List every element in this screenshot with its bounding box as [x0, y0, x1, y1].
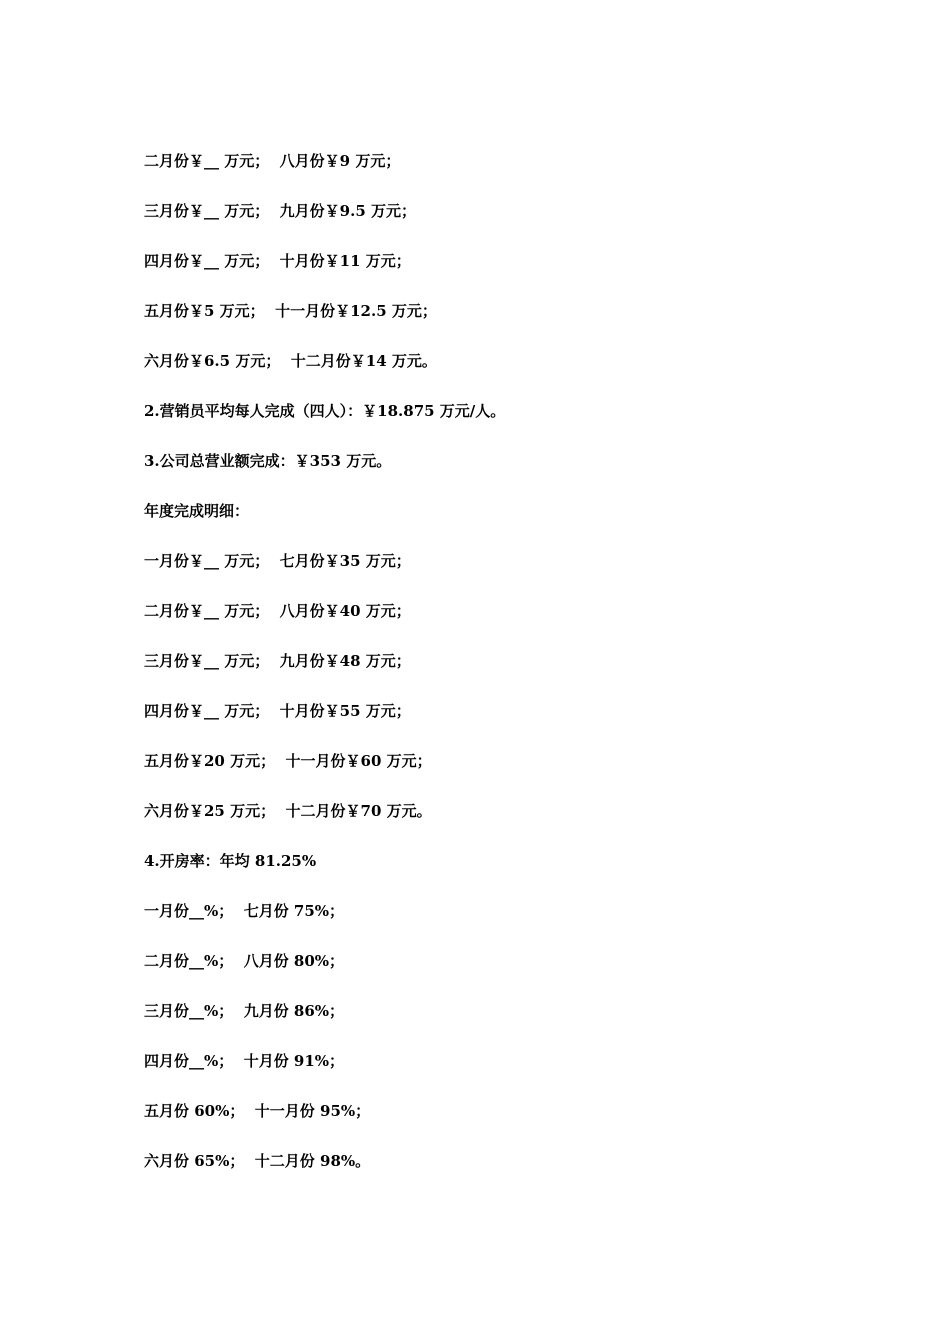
text-line-may-nov-occupancy: 五月份 60%； 十一月份 95%； — [144, 1102, 371, 1120]
text-line-may-nov-revenue: 五月份￥20 万元； 十一月份￥60 万元； — [144, 752, 432, 770]
text-line-apr-oct-occupancy: 四月份__%； 十月份 91%； — [144, 1052, 345, 1070]
text-line-apr-oct-sales: 四月份￥__ 万元； 十月份￥11 万元； — [144, 252, 411, 270]
section-heading-occupancy-rate: 4.开房率：年均 81.25% — [144, 852, 317, 870]
text-line-mar-sep-occupancy: 三月份__%； 九月份 86%； — [144, 1002, 345, 1020]
text-line-jan-jul-occupancy: 一月份__%； 七月份 75%； — [144, 902, 345, 920]
section-heading-total-revenue: 3.公司总营业额完成：￥353 万元。 — [144, 452, 392, 470]
document-body — [144, 149, 904, 1199]
text-line-may-nov-sales: 五月份￥5 万元； 十一月份￥12.5 万元； — [144, 302, 437, 320]
text-line-jun-dec-sales: 六月份￥6.5 万元； 十二月份￥14 万元。 — [144, 352, 437, 370]
text-line-apr-oct-revenue: 四月份￥__ 万元； 十月份￥55 万元； — [144, 702, 411, 720]
text-line-jan-jul-revenue: 一月份￥__ 万元； 七月份￥35 万元； — [144, 552, 411, 570]
text-line-jun-dec-occupancy: 六月份 65%； 十二月份 98%。 — [144, 1152, 371, 1170]
subheading-annual-details: 年度完成明细： — [144, 502, 250, 520]
text-line-jun-dec-revenue: 六月份￥25 万元； 十二月份￥70 万元。 — [144, 802, 432, 820]
text-line-feb-aug-revenue: 二月份￥__ 万元； 八月份￥40 万元； — [144, 602, 411, 620]
text-line-mar-sep-sales: 三月份￥__ 万元； 九月份￥9.5 万元； — [144, 202, 416, 220]
text-line-feb-aug-sales: 二月份￥__ 万元； 八月份￥9 万元； — [144, 152, 401, 170]
text-line-mar-sep-revenue: 三月份￥__ 万元； 九月份￥48 万元； — [144, 652, 411, 670]
text-line-feb-aug-occupancy: 二月份__%； 八月份 80%； — [144, 952, 345, 970]
section-heading-average-per-person: 2.营销员平均每人完成（四人）：￥18.875 万元/人。 — [144, 402, 506, 420]
